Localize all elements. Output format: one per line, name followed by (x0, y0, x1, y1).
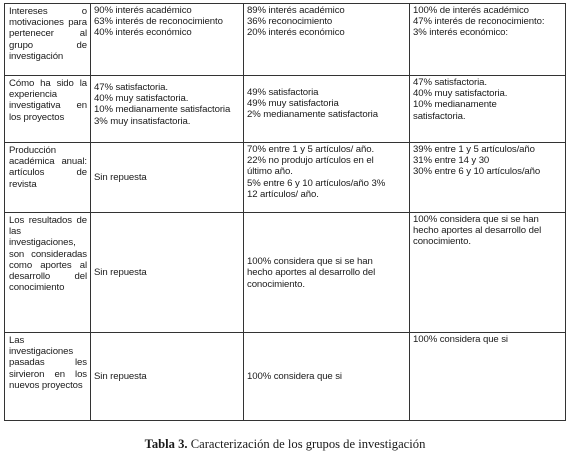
table-row (5, 76, 566, 143)
row-label-cell: Cómo ha sido la experiencia investigativa en los proyectos (5, 76, 91, 143)
row-label-cell: Las investigaciones pasadas les sirvieron en los nuevos proyectos (5, 333, 91, 421)
table-caption (0, 437, 570, 452)
row-label-cell: Producción académica anual: artículos de revista (5, 143, 91, 213)
table-cell: 100% considera que si se han hecho aportes al desarrollo del conocimiento. (410, 213, 566, 333)
table-row (5, 333, 566, 421)
table-row (5, 143, 566, 213)
table-cell: Sin repuesta (91, 333, 244, 421)
table-cell: 89% interés académico 36% reconocimiento 20% interés económico (244, 4, 410, 76)
table-cell: 90% interés académico 63% interés de reconocimiento 40% interés económico (91, 4, 244, 76)
row-label-cell: Los resultados de las investigaciones, son consideradas como aportes al desarrollo del conocimiento (5, 213, 91, 333)
table-cell: 47% satisfactoria. 40% muy satisfactoria. 10% medianamente satisfactoria. (410, 76, 566, 143)
table-row (5, 213, 566, 333)
row-label-cell: Intereses o motivaciones para pertenecer al grupo de investigación (5, 4, 91, 76)
table-cell: 100% considera que si (244, 333, 410, 421)
caption-label: Tabla 3. (144, 437, 188, 451)
table-cell: Sin repuesta (91, 213, 244, 333)
table-cell: 100% de interés académico 47% interés de reconocimiento: 3% interés económico: (410, 4, 566, 76)
table-cell: 47% satisfactoria. 40% muy satisfactoria. 10% medianamente satisfactoria 3% muy insatisfactoria. (91, 76, 244, 143)
table-row (5, 4, 566, 76)
table-cell: 100% considera que si se han hecho aportes al desarrollo del conocimiento. (244, 213, 410, 333)
table-cell: 49% satisfactoria 49% muy satisfactoria 2% medianamente satisfactoria (244, 76, 410, 143)
table-cell: 39% entre 1 y 5 artículos/año 31% entre 14 y 30 30% entre 6 y 10 artículos/año (410, 143, 566, 213)
caption-text: Caracterización de los grupos de investigación (187, 437, 426, 451)
table-cell: 70% entre 1 y 5 artículos/ año. 22% no produjo artículos en el último año. 5% entre 6 y 10 artículos/año 3% 12 artículos/ año. (244, 143, 410, 213)
table-cell: 100% considera que si (410, 333, 566, 421)
characterization-table (4, 3, 566, 421)
table-cell: Sin repuesta (91, 143, 244, 213)
